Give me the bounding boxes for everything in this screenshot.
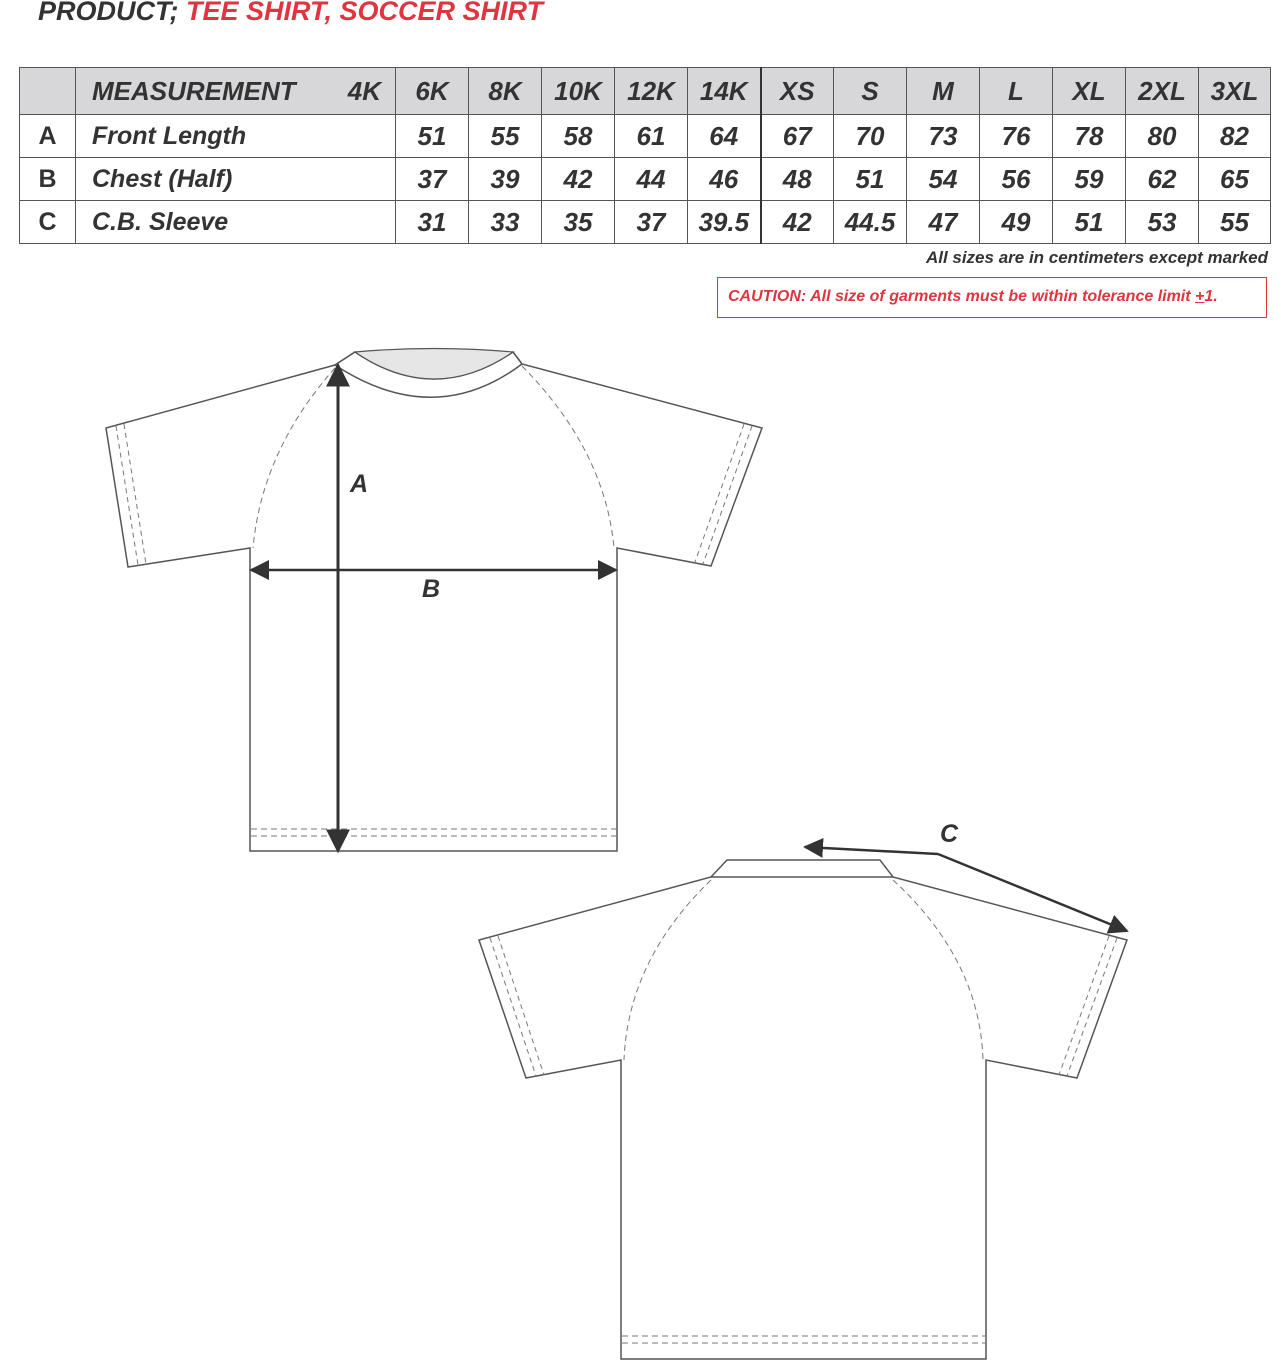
row-code: C <box>20 201 76 244</box>
row-value: 33 <box>469 201 542 244</box>
row-value: 53 <box>1126 201 1199 244</box>
header-measurement-label: MEASUREMENT <box>92 76 296 106</box>
tolerance-value: 1. <box>1204 288 1218 305</box>
header-size-14k: 14K <box>688 68 761 115</box>
dimension-c-arrow-left <box>805 847 938 854</box>
row-measurement-name: Front Length <box>76 115 396 158</box>
header-size-6k: 6K <box>396 68 469 115</box>
row-code: B <box>20 158 76 201</box>
row-value: 82 <box>1199 115 1271 158</box>
header-size-xl: XL <box>1053 68 1126 115</box>
row-code: A <box>20 115 76 158</box>
row-value: 47 <box>907 201 980 244</box>
row-value: 54 <box>907 158 980 201</box>
header-size-3xl: 3XL <box>1199 68 1271 115</box>
row-value: 49 <box>980 201 1053 244</box>
row-value: 56 <box>980 158 1053 201</box>
row-value: 55 <box>1199 201 1271 244</box>
row-value: 51 <box>1053 201 1126 244</box>
header-size-xs: XS <box>761 68 834 115</box>
row-value: 67 <box>761 115 834 158</box>
row-value: 44 <box>615 158 688 201</box>
row-value: 39 <box>469 158 542 201</box>
row-value: 55 <box>469 115 542 158</box>
header-size-4k: 4K <box>347 76 381 106</box>
row-value: 73 <box>907 115 980 158</box>
row-value: 51 <box>396 115 469 158</box>
row-value: 39.5 <box>688 201 761 244</box>
tolerance-sign: + <box>1195 288 1205 305</box>
row-value: 65 <box>1199 158 1271 201</box>
header-size-8k: 8K <box>469 68 542 115</box>
row-value: 42 <box>761 201 834 244</box>
row-measurement-name: C.B. Sleeve <box>76 201 396 244</box>
row-value: 59 <box>1053 158 1126 201</box>
row-value: 42 <box>542 158 615 201</box>
header-size-s: S <box>834 68 907 115</box>
row-value: 51 <box>834 158 907 201</box>
header-size-l: L <box>980 68 1053 115</box>
row-value: 80 <box>1126 115 1199 158</box>
row-value: 61 <box>615 115 688 158</box>
product-name: TEE SHIRT, SOCCER SHIRT <box>186 0 544 26</box>
row-value: 62 <box>1126 158 1199 201</box>
row-value: 58 <box>542 115 615 158</box>
row-value: 35 <box>542 201 615 244</box>
dimension-c-label: C <box>940 820 959 848</box>
row-value: 44.5 <box>834 201 907 244</box>
row-value: 76 <box>980 115 1053 158</box>
header-size-m: M <box>907 68 980 115</box>
header-size-10k: 10K <box>542 68 615 115</box>
back-shirt-drawing <box>479 860 1127 1359</box>
dimension-b-label: B <box>422 575 441 603</box>
row-value: 78 <box>1053 115 1126 158</box>
row-value: 64 <box>688 115 761 158</box>
dimension-a-label: A <box>350 470 369 498</box>
header-size-12k: 12K <box>615 68 688 115</box>
row-value: 46 <box>688 158 761 201</box>
caution-text: CAUTION: All size of garments must be within tolerance limit <box>728 288 1196 305</box>
row-measurement-name: Chest (Half) <box>76 158 396 201</box>
row-value: 37 <box>615 201 688 244</box>
row-value: 48 <box>761 158 834 201</box>
product-label: PRODUCT; <box>38 0 179 26</box>
row-value: 31 <box>396 201 469 244</box>
back-shirt-outline <box>479 860 1127 1359</box>
units-note: All sizes are in centimeters except marked <box>925 248 1268 267</box>
row-value: 37 <box>396 158 469 201</box>
row-value: 70 <box>834 115 907 158</box>
header-size-2xl: 2XL <box>1126 68 1199 115</box>
